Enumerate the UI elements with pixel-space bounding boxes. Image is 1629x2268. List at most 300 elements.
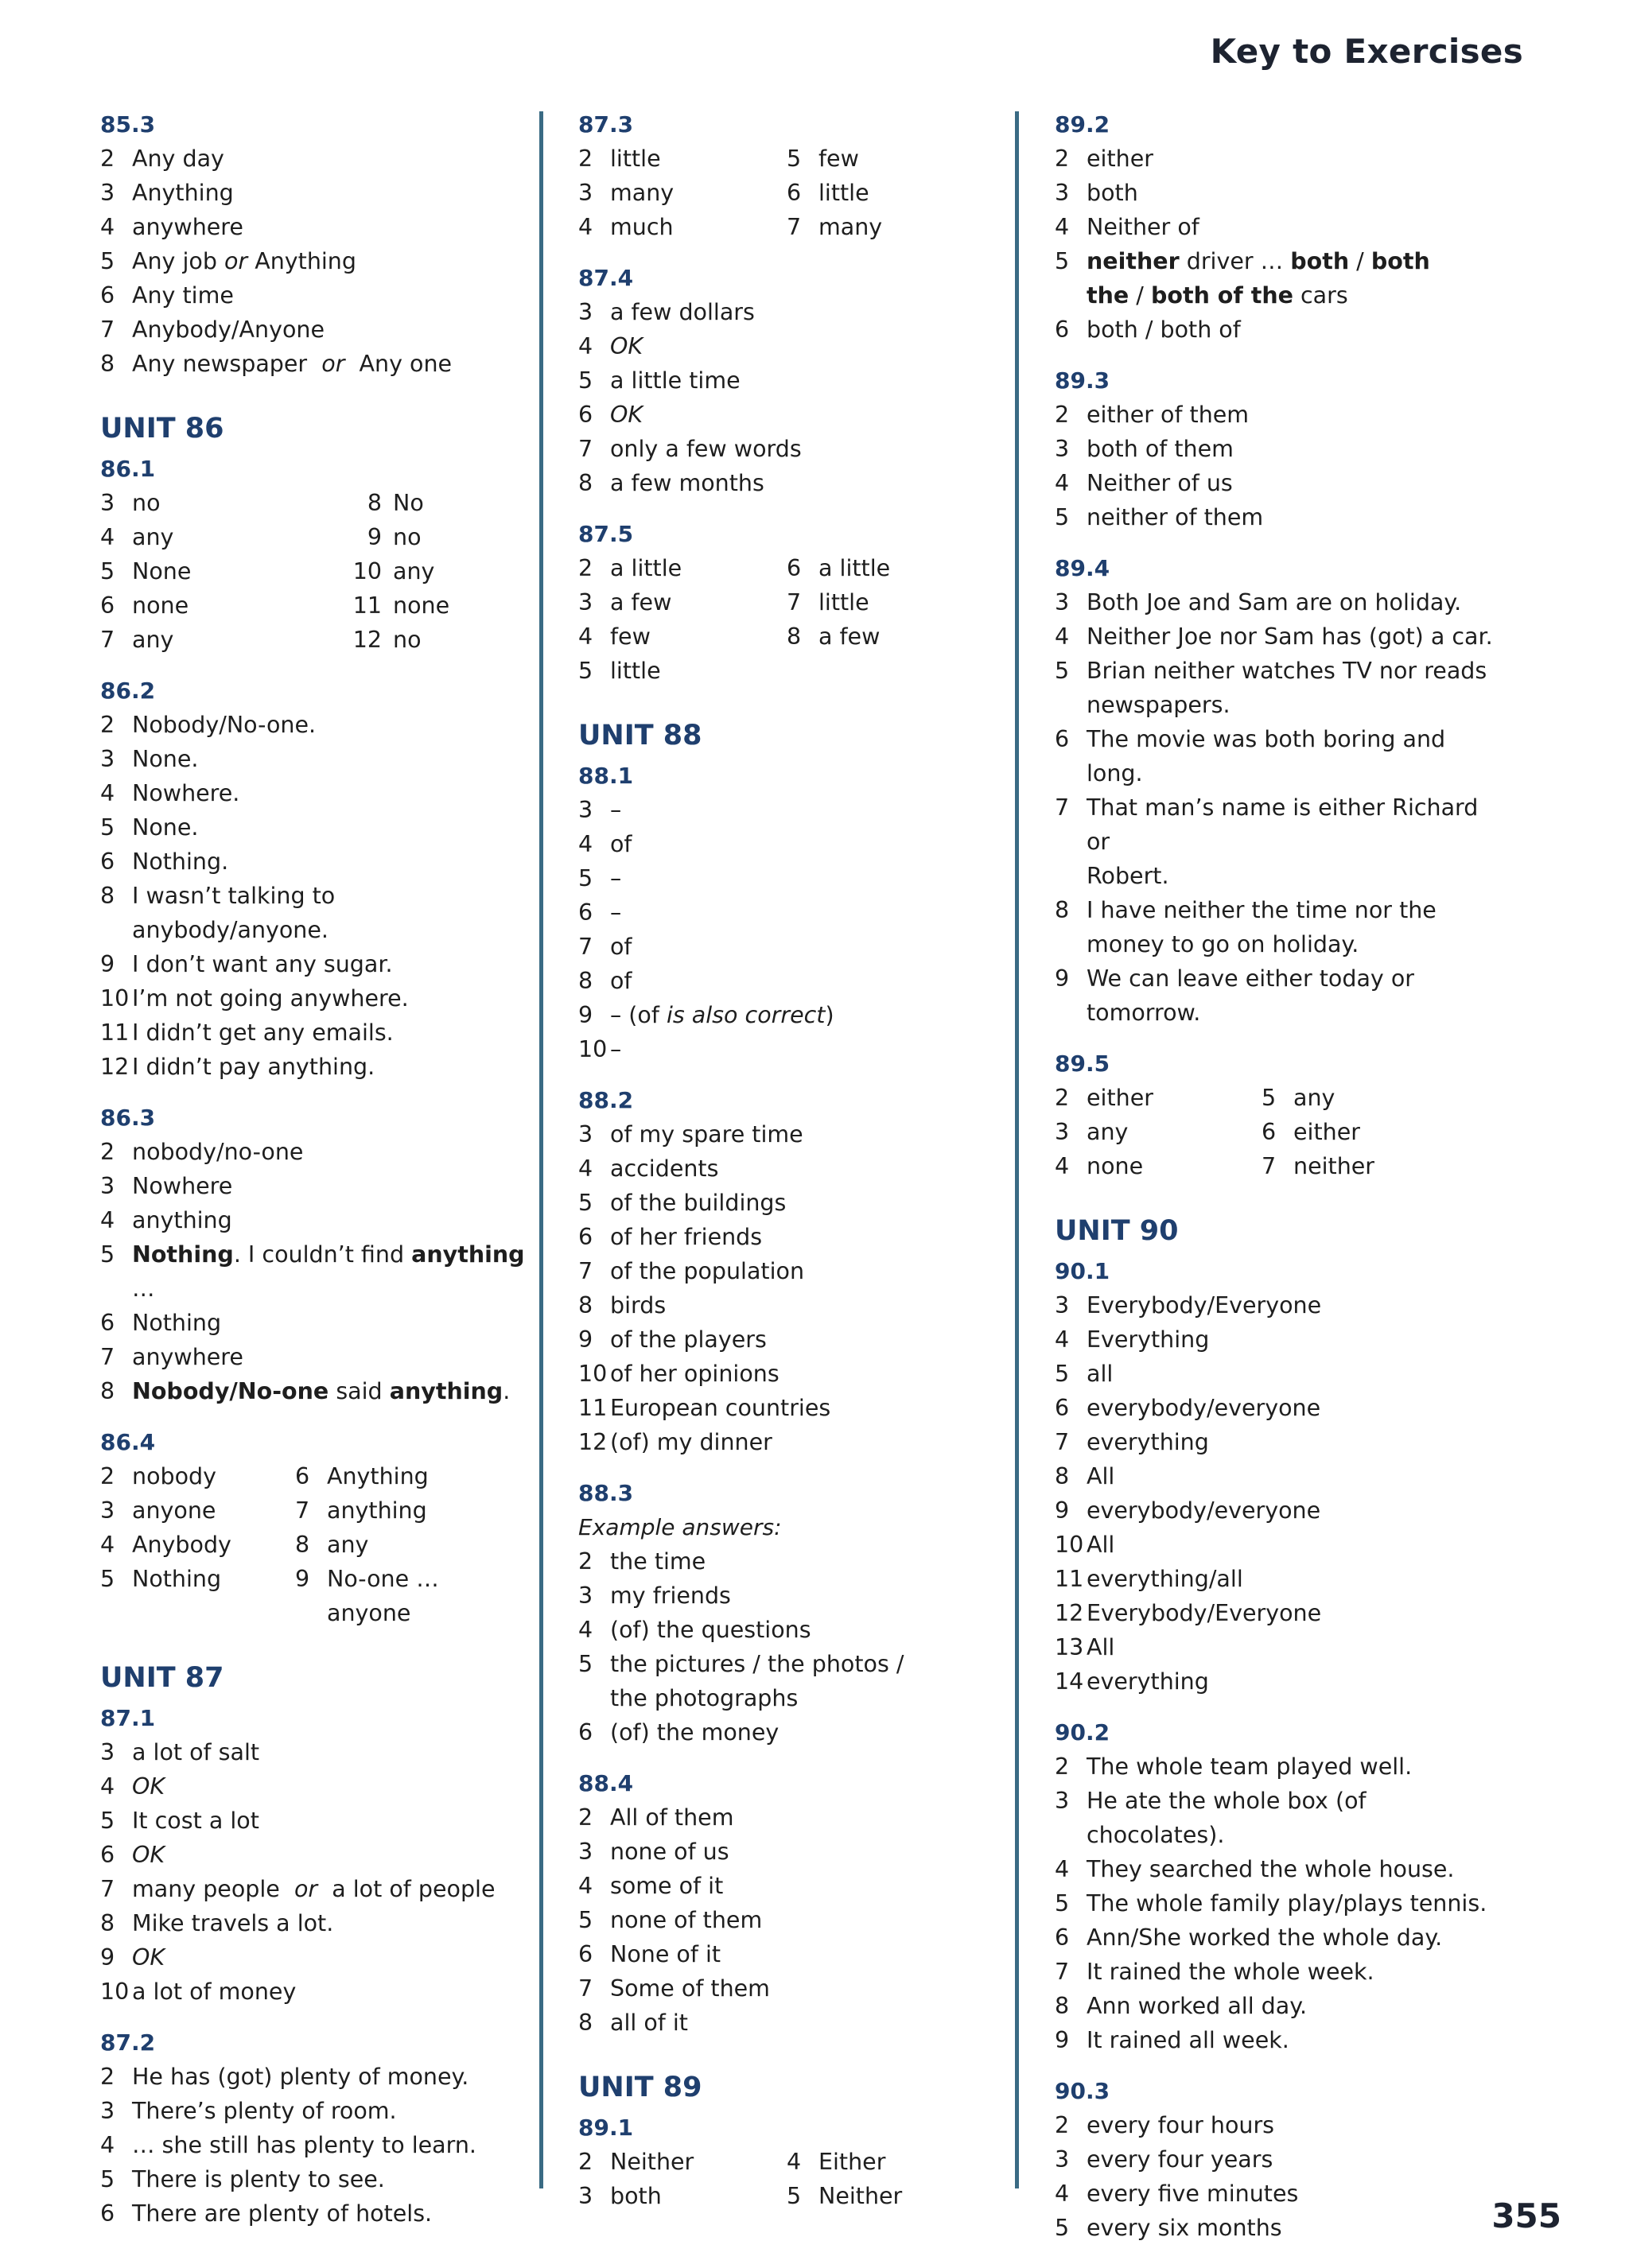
exercise-88-3 — [578, 1477, 1008, 1750]
item-number: 2 — [100, 146, 115, 172]
item-number: 5 — [578, 658, 593, 684]
answer-text: of my spare time — [610, 1121, 803, 1148]
answer-row — [578, 432, 1008, 466]
item-number: 4 — [100, 1532, 115, 1558]
item-number: 5 — [100, 558, 115, 584]
item-number: 2 — [1055, 2112, 1070, 2138]
answer-row — [1055, 2177, 1500, 2211]
item-number: 3 — [100, 1173, 115, 1199]
item-number: 4 — [100, 2132, 115, 2158]
item-number — [1055, 1818, 1087, 1852]
answer-text: any — [132, 627, 174, 653]
answer-row — [578, 654, 787, 688]
answer-text: the pictures / the photos / — [610, 1651, 904, 1677]
item-number: 7 — [578, 934, 593, 960]
answer-row — [578, 2179, 787, 2213]
item-number: 9 — [1055, 2027, 1070, 2053]
answer-row — [100, 1237, 530, 1306]
item-number: 7 — [578, 436, 593, 462]
item-number: 9 — [578, 1326, 593, 1353]
exercise-86-1 — [100, 452, 530, 657]
answer-row — [1055, 1955, 1500, 1989]
answer-text: (of) the money — [610, 1719, 780, 1746]
answer-bold: anything — [389, 1378, 503, 1404]
page-header: Key to Exercises — [1210, 32, 1523, 71]
answer-text: All — [1087, 1634, 1115, 1660]
exercise-87-5 — [578, 518, 1008, 688]
answer-row — [339, 623, 514, 657]
answer-part: a lot of people — [332, 1876, 496, 1902]
answer-text: It rained the whole week. — [1087, 1959, 1374, 1985]
item-number: 3 — [100, 180, 115, 206]
answer-row — [100, 742, 530, 776]
answer-text: Either — [818, 2149, 886, 2175]
exercise-id: 87.4 — [578, 265, 634, 291]
answer-text: Everybody/Everyone — [1087, 1292, 1322, 1318]
answer-text: Neither — [818, 2183, 903, 2209]
item-number: 4 — [1055, 214, 1070, 240]
answer-row — [787, 142, 993, 176]
exercise-id: 87.5 — [578, 521, 634, 547]
answer-text: a little — [610, 555, 682, 581]
answer-text: my friends — [610, 1583, 731, 1609]
item-number: 3 — [578, 589, 593, 616]
item-number: 4 — [100, 524, 115, 550]
answer-text: I’m not going anywhere. — [132, 985, 409, 1012]
item-number: 7 — [100, 317, 115, 343]
answer-text: He has (got) plenty of money. — [132, 2064, 469, 2090]
answer-row — [578, 2145, 787, 2179]
item-number: 2 — [1055, 146, 1070, 172]
answer-text: both / both of — [1087, 317, 1241, 343]
answer-row — [1055, 893, 1500, 927]
exercise-id: 89.5 — [1055, 1051, 1110, 1077]
answer-row — [1055, 1664, 1500, 1699]
answer-text: chocolates). — [1087, 1822, 1225, 1848]
answer-part: cars — [1293, 282, 1348, 309]
item-number: 4 — [1055, 1326, 1070, 1353]
answer-text: – — [610, 865, 622, 891]
answer-text: a little — [818, 555, 891, 581]
answer-row — [1055, 756, 1500, 790]
answer-text: All — [1087, 1532, 1115, 1558]
answer-row — [1055, 278, 1500, 313]
item-number: 4 — [578, 1155, 593, 1182]
answer-row — [787, 2145, 993, 2179]
answer-row — [100, 244, 530, 278]
answer-text: every four hours — [1087, 2112, 1275, 2138]
exercise-id: 89.2 — [1055, 111, 1110, 138]
item-number: 11 — [100, 1019, 130, 1046]
answer-text: much — [610, 214, 674, 240]
answer-row — [1055, 790, 1500, 859]
exercise-id: 85.3 — [100, 111, 156, 138]
answer-bold: Nothing — [132, 1241, 234, 1268]
answer-row — [100, 554, 339, 588]
answer-text: of — [610, 968, 632, 994]
answer-text: none — [132, 592, 189, 619]
answer-text: anything — [132, 1207, 232, 1233]
answer-text: That man’s name is either Richard or — [1087, 794, 1479, 855]
answer-row — [100, 486, 339, 520]
answer-text: none of them — [610, 1907, 763, 1933]
answer-row — [1055, 2142, 1500, 2177]
exercise-87-1 — [100, 1702, 530, 2009]
answer-row — [100, 1940, 530, 1975]
item-number: 2 — [100, 2064, 115, 2090]
answer-text: no — [393, 524, 422, 550]
item-number: 3 — [578, 1583, 593, 1609]
answer-text: The movie was both boring and — [1087, 726, 1446, 752]
exercise-86-3 — [100, 1101, 530, 1408]
answer-row — [100, 1016, 530, 1050]
answer-part: / — [1349, 248, 1371, 274]
answer-row — [1055, 961, 1500, 996]
answer-text: of her opinions — [610, 1361, 780, 1387]
answer-row — [1055, 500, 1500, 534]
answer-row — [100, 1203, 530, 1237]
item-number: 7 — [1055, 794, 1070, 821]
answer-row — [578, 1220, 1008, 1254]
answer-row — [1055, 1425, 1500, 1459]
answer-row — [578, 585, 787, 619]
answer-text: a few — [818, 623, 881, 650]
item-number: 7 — [1055, 1429, 1070, 1455]
exercise-88-4 — [578, 1767, 1008, 2040]
answer-text: None. — [132, 746, 199, 772]
answer-text: none of us — [610, 1839, 729, 1865]
answer-row — [1055, 466, 1500, 500]
answer-row — [1055, 244, 1500, 278]
answer-text: anyone — [132, 1497, 216, 1524]
answer-text: Anything — [132, 180, 234, 206]
item-number: 4 — [578, 1873, 593, 1899]
answer-row — [100, 588, 339, 623]
item-number: 7 — [295, 1497, 310, 1524]
answer-text: Neither — [610, 2149, 694, 2175]
item-number — [1055, 278, 1087, 313]
answer-text: No — [393, 490, 424, 516]
answer-row — [1055, 996, 1500, 1030]
answer-text: Everybody/Everyone — [1087, 1600, 1322, 1626]
answer-row — [787, 176, 993, 210]
answer-text: the time — [610, 1548, 706, 1575]
answer-row — [100, 313, 530, 347]
answer-row — [578, 142, 787, 176]
unit-heading: UNIT 87 — [100, 1662, 224, 1694]
answer-row — [578, 1613, 1008, 1647]
exercise-90-1 — [1055, 1255, 1500, 1699]
answer-text: tomorrow. — [1087, 1000, 1201, 1026]
answer-row — [295, 1459, 526, 1493]
answer-part: Any job — [132, 248, 217, 274]
item-number: 6 — [1262, 1119, 1277, 1145]
column-divider — [539, 111, 543, 2188]
answer-text: nobody — [132, 1463, 216, 1489]
answer-row — [1055, 1989, 1500, 2023]
item-number: 8 — [578, 2010, 593, 2036]
item-number: 6 — [295, 1463, 310, 1489]
item-number — [1055, 859, 1087, 893]
answer-row — [578, 466, 1008, 500]
answer-text: Nothing. — [132, 849, 229, 875]
answer-text: a lot of money — [132, 1979, 297, 2005]
item-number: 4 — [578, 333, 593, 359]
answer-row — [578, 1254, 1008, 1288]
answer-text: Nowhere. — [132, 780, 240, 806]
item-number: 10 — [578, 1036, 608, 1062]
item-number: 5 — [787, 2183, 802, 2209]
answer-column-3 — [1055, 108, 1500, 2262]
answer-row — [578, 827, 1008, 861]
answer-text — [132, 1374, 530, 1408]
item-number: 8 — [1055, 897, 1070, 923]
item-number: 9 — [1055, 965, 1070, 992]
answer-text: of the players — [610, 1326, 767, 1353]
exercise-89-1 — [578, 2111, 1008, 2213]
answer-text: any — [327, 1532, 369, 1558]
item-number: 8 — [1055, 1993, 1070, 2019]
answer-row — [1055, 1493, 1500, 1528]
answer-text: a few months — [610, 470, 764, 496]
item-number: 8 — [367, 490, 382, 516]
item-number: 5 — [1262, 1085, 1277, 1111]
item-number: 5 — [578, 1190, 593, 1216]
answer-text: either — [1087, 146, 1153, 172]
answer-text: of her friends — [610, 1224, 763, 1250]
exercise-86-4 — [100, 1426, 530, 1630]
answer-text: anything — [327, 1497, 427, 1524]
answer-text: everything — [1087, 1429, 1209, 1455]
answer-bold: both — [1370, 248, 1430, 274]
answer-row — [100, 142, 530, 176]
item-number: 8 — [578, 470, 593, 496]
item-number: 11 — [578, 1395, 608, 1421]
answer-text: None. — [132, 814, 199, 841]
item-number: 2 — [100, 712, 115, 738]
answer-text: both — [1087, 180, 1138, 206]
answer-text: the photographs — [610, 1685, 799, 1711]
answer-row — [100, 1975, 530, 2009]
answer-text: All of them — [610, 1804, 734, 1831]
answer-row — [1055, 2108, 1500, 2142]
answer-text: little — [610, 146, 661, 172]
answer-part: many people — [132, 1876, 280, 1902]
answer-row — [578, 861, 1008, 895]
answer-row — [578, 930, 1008, 964]
item-number: 6 — [1055, 726, 1070, 752]
item-number: 3 — [578, 180, 593, 206]
answer-text: I don’t want any sugar. — [132, 951, 393, 977]
exercise-id: 87.3 — [578, 111, 634, 138]
answer-text: money to go on holiday. — [1087, 931, 1359, 957]
item-number: 5 — [1055, 1890, 1070, 1917]
exercise-89-3 — [1055, 364, 1500, 534]
item-number: 10 — [100, 985, 130, 1012]
item-number: 4 — [1055, 2181, 1070, 2207]
answer-row — [100, 1804, 530, 1838]
item-number: 6 — [100, 592, 115, 619]
item-number — [1055, 927, 1087, 961]
item-number: 5 — [100, 1566, 115, 1592]
item-number: 3 — [578, 1839, 593, 1865]
answer-text: every four years — [1087, 2146, 1273, 2173]
answer-row — [1055, 1391, 1500, 1425]
item-number: 2 — [578, 2149, 593, 2175]
answer-row — [578, 793, 1008, 827]
answer-part: driver … — [1179, 248, 1291, 274]
answer-text: Anything — [327, 1463, 429, 1489]
item-number: 10 — [1055, 1532, 1084, 1558]
exercise-id: 90.3 — [1055, 2078, 1110, 2104]
answer-row — [1055, 654, 1500, 688]
item-number: 5 — [100, 814, 115, 841]
exercise-88-2 — [578, 1084, 1008, 1459]
answer-text: a few — [610, 589, 672, 616]
item-number: 4 — [1055, 470, 1070, 496]
item-number: 5 — [578, 1651, 593, 1677]
item-number: 10 — [352, 558, 382, 584]
item-number: 4 — [1055, 623, 1070, 650]
answer-text: Neither of us — [1087, 470, 1233, 496]
answer-text: few — [818, 146, 859, 172]
item-number: 3 — [100, 2098, 115, 2124]
answer-row — [100, 981, 530, 1016]
item-number: 7 — [787, 589, 802, 616]
answer-bold: both of the — [1150, 282, 1293, 309]
answer-text: They searched the whole house. — [1087, 1856, 1455, 1882]
answer-part: Anything — [255, 248, 356, 274]
or-word: or — [321, 351, 345, 377]
answer-text: both — [610, 2183, 662, 2209]
answer-row — [1055, 1149, 1262, 1183]
answer-row — [100, 708, 530, 742]
item-number — [1055, 688, 1087, 722]
answer-text: None — [132, 558, 192, 584]
answer-row — [339, 554, 514, 588]
item-number: 9 — [1055, 1497, 1070, 1524]
item-number: 6 — [100, 1842, 115, 1868]
answer-row — [100, 1906, 530, 1940]
answer-row — [787, 619, 993, 654]
item-number: 4 — [100, 1207, 115, 1233]
answer-text — [1087, 278, 1500, 313]
exercise-id: 88.4 — [578, 1770, 634, 1796]
answer-text — [132, 347, 530, 381]
item-number: 3 — [1055, 436, 1070, 462]
item-number: 6 — [100, 2200, 115, 2227]
item-number: 3 — [1055, 1788, 1070, 1814]
exercise-87-3 — [578, 108, 1008, 244]
item-number: 6 — [787, 555, 802, 581]
unit-heading: UNIT 90 — [1055, 1215, 1179, 1247]
answer-row — [578, 363, 1008, 398]
answer-row — [1055, 1528, 1500, 1562]
answer-part: said — [329, 1378, 390, 1404]
item-number: 6 — [1055, 317, 1070, 343]
answer-row — [100, 2060, 530, 2094]
item-number: 8 — [100, 351, 115, 377]
answer-row — [578, 1681, 1008, 1715]
answer-text: Nobody/No-one. — [132, 712, 317, 738]
answer-text: anywhere — [132, 214, 243, 240]
item-number: 4 — [578, 623, 593, 650]
exercise-intro: Example answers: — [578, 1514, 782, 1540]
item-number: 8 — [100, 1378, 115, 1404]
answer-text: OK — [610, 333, 643, 359]
item-number: 3 — [1055, 589, 1070, 616]
answer-text: Both Joe and Sam are on holiday. — [1087, 589, 1462, 616]
item-number: 4 — [1055, 1153, 1070, 1179]
answer-row — [1055, 1288, 1500, 1322]
answer-row — [578, 1869, 1008, 1903]
answer-text: Some of them — [610, 1975, 770, 2002]
answer-text: neither — [1293, 1153, 1375, 1179]
answer-text: anywhere — [132, 1344, 243, 1370]
answer-text: everything — [1087, 1668, 1209, 1695]
item-number — [1055, 756, 1087, 790]
answer-text: – — [610, 1036, 622, 1062]
answer-row — [787, 2179, 993, 2213]
answer-row — [100, 176, 530, 210]
answer-text: – — [610, 899, 622, 926]
item-number: 8 — [100, 883, 115, 909]
answer-row — [1055, 398, 1500, 432]
item-number: 12 — [1055, 1600, 1084, 1626]
answer-row — [100, 1493, 295, 1528]
item-number: 5 — [100, 1241, 115, 1268]
item-number: 8 — [578, 1292, 593, 1318]
answer-text: only a few words — [610, 436, 802, 462]
answer-row — [295, 1562, 526, 1630]
item-number — [1055, 996, 1087, 1030]
answer-text: either — [1293, 1119, 1360, 1145]
answer-text: neither of them — [1087, 504, 1264, 530]
answer-row — [787, 585, 993, 619]
answer-row — [100, 1838, 530, 1872]
item-number: 10 — [578, 1361, 608, 1387]
exercise-id: 86.2 — [100, 678, 156, 704]
answer-text: of the population — [610, 1258, 805, 1284]
answer-part: . — [503, 1378, 511, 1404]
exercise-id: 86.3 — [100, 1105, 156, 1131]
item-number: 3 — [100, 490, 115, 516]
answer-row — [339, 486, 514, 520]
answer-text: every five minutes — [1087, 2181, 1299, 2207]
answer-text: Any day — [132, 146, 224, 172]
exercise-id: 87.1 — [100, 1705, 156, 1731]
answer-row — [787, 210, 993, 244]
answer-text: newspapers. — [1087, 692, 1230, 718]
answer-text: (of) the questions — [610, 1617, 811, 1643]
item-number: 9 — [100, 951, 115, 977]
answer-row — [100, 278, 530, 313]
answer-text: everything/all — [1087, 1566, 1243, 1592]
item-number: 3 — [1055, 180, 1070, 206]
answer-row — [578, 398, 1008, 432]
answer-text: few — [610, 623, 651, 650]
answer-row — [578, 176, 787, 210]
answer-text: little — [610, 658, 661, 684]
answer-text: (of) my dinner — [610, 1429, 772, 1455]
item-number: 4 — [1055, 1856, 1070, 1882]
item-number: 5 — [1055, 504, 1070, 530]
answer-row — [295, 1493, 526, 1528]
exercise-id: 90.2 — [1055, 1719, 1110, 1746]
answer-text — [1087, 244, 1500, 278]
item-number: 6 — [578, 1224, 593, 1250]
answer-text: Nothing — [132, 1310, 222, 1336]
